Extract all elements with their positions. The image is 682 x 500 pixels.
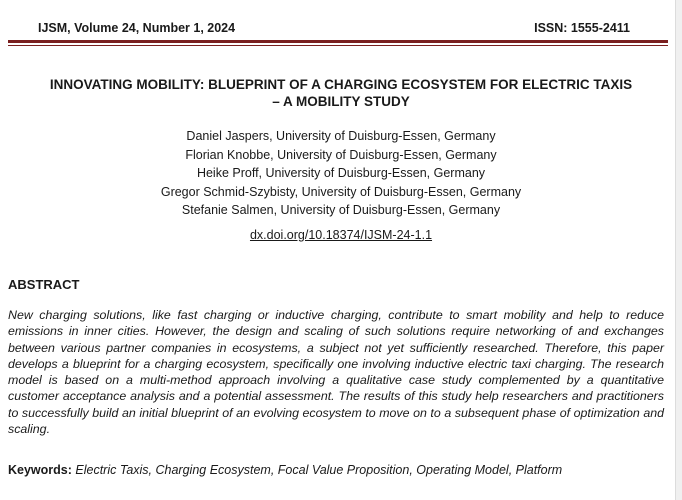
- paper-title: [20, 76, 662, 110]
- header-rule-thick: [8, 40, 668, 43]
- keywords-label: Keywords:: [8, 463, 72, 477]
- abstract-body: [8, 307, 664, 437]
- abstract-text: New charging solutions, like fast charging or inductive charging, contribute to smart mobility and help to: [8, 308, 620, 322]
- author: Stefanie Salmen, University of Duisburg-Essen, Germany: [181, 203, 501, 217]
- journal-info: IJSM, Volume 24, Number 1, 2024: [38, 21, 236, 35]
- title-line-1: INNOVATING MOBILITY: BLUEPRINT OF A CHARGING ECOSYSTEM FOR ELECTRIC TAXIS: [49, 77, 633, 92]
- keywords: [8, 463, 562, 477]
- keywords-text: Electric Taxis, Charging Ecosystem, Focal Value Proposition, Operating Model, Platform: [75, 463, 563, 477]
- header-rule-thin: [8, 45, 668, 46]
- abstract-text: involving inductive electric taxi charging. The research model is based on a multi-method approach: [8, 356, 664, 388]
- abstract-heading: ABSTRACT: [8, 277, 80, 292]
- author: Florian Knobbe, University of Duisburg-Essen, Germany: [185, 147, 497, 162]
- author: Heike Proff, University of Duisburg-Essen, Germany: [196, 166, 486, 180]
- abstract-text: initial blueprint of an evolving ecosystem to move on to a subsequent phase of optimization and scaling.: [8, 405, 665, 437]
- abstract-text: reduce emissions in inner cities. However, the design and scaling of such solutions require networking of: [8, 308, 664, 339]
- author: Gregor Schmid-Szybisty, University of Duisburg-Essen, Germany: [160, 184, 522, 199]
- author-list: [0, 127, 682, 220]
- issn: ISSN: 1555-2411: [534, 21, 630, 35]
- title-line-2: – A MOBILITY STUDY: [272, 94, 410, 109]
- abstract-text: involving a qualitative case study complemented by a quantitative customer acceptance analysis and a: [8, 373, 664, 404]
- abstract-text: and exchanges between various partner companies in ecosystems, a subject not yet sufficiently: [8, 324, 664, 355]
- scrollbar[interactable]: [675, 0, 682, 500]
- abstract-text: potential assessment. The results of this study help researchers and practitioners to successfully build an: [8, 389, 664, 420]
- doi-link[interactable]: dx.doi.org/10.18374/IJSM-24-1.1: [249, 228, 433, 242]
- author: Daniel Jaspers, University of Duisburg-Essen, Germany: [186, 129, 496, 143]
- running-header: [38, 21, 630, 35]
- abstract-text: researched. Therefore, this paper develops a blueprint for a charging ecosystem, specifically one: [8, 340, 664, 371]
